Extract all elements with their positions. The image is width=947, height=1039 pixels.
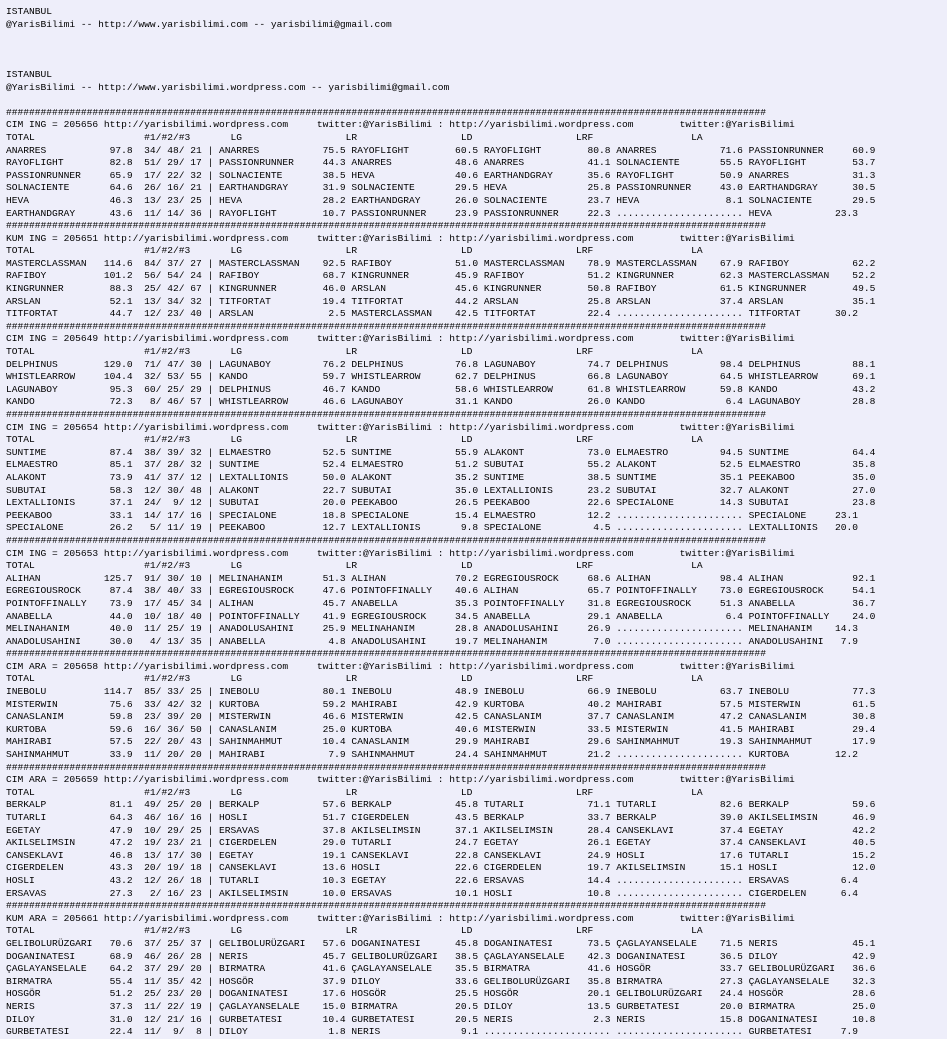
table-row: ANARRES 97.8 34/ 48/ 21 | ANARRES 75.5 RAYOFLIGHT 60.5 RAYOFLIGHT 80.8 ANARRES 71.6 PASSIONRUNNER 60.9 [6,144,876,156]
table-row: RAFIBOY 101.2 56/ 54/ 24 | RAFIBOY 68.7 KINGRUNNER 45.9 RAFIBOY 51.2 KINGRUNNER 62.3 MASTERCLASSMAN 52.2 [6,270,876,282]
table-row: INEBOLU 114.7 85/ 33/ 25 | INEBOLU 80.1 INEBOLU 48.9 INEBOLU 66.9 INEBOLU 63.7 INEBOLU 77.3 [6,686,876,698]
table-row: GURBETATESI 22.4 11/ 9/ 8 | DILOY 1.8 NERIS 9.1 ...................... ...................... GURBETATESI 7.9 [6,1026,859,1038]
table-row: PEEKABOO 33.1 14/ 17/ 16 | SPECIALONE 18.8 SPECIALONE 15.4 ELMAESTRO 12.2 ...................... SPECIALONE 23.1 [6,509,859,521]
blank-line [6,31,947,44]
table-row: ANABELLA 44.0 10/ 18/ 40 | POINTOFFINALLY 41.9 EGREGIOUSROCK 34.5 ANABELLA 29.1 ANABELLA 6.4 POINTOFFINALLY 24.0 [6,610,876,622]
table-row: LEXTALLIONIS 37.1 24/ 9/ 12 | SUBUTAI 20.0 PEEKABOO 26.5 PEEKABOO 22.6 SPECIALONE 14.3 SUBUTAI 23.8 [6,497,876,509]
table-row: BIRMATRA 55.4 11/ 35/ 42 | HOSGÖR 37.9 DILOY 33.6 GELIBOLURÜZGARI 35.8 BIRMATRA 27.3 ÇAGLAYANSELALE 32.3 [6,975,876,987]
race-header: CIM ARA = 205658 http://yarisbilimi.wordpress.com twitter:@YarisBilimi : http://yarisbilimi.wordpress.com twitter:@YarisBilimi [6,660,795,672]
table-row: SUNTIME 87.4 38/ 39/ 32 | ELMAESTRO 52.5 SUNTIME 55.9 ALAKONT 73.0 ELMAESTRO 94.5 SUNTIME 64.4 [6,446,876,458]
table-row: MELINAHANIM 40.0 11/ 25/ 19 | ANADOLUSAHINI 25.9 MELINAHANIM 28.8 ANADOLUSAHINI 26.9 ...................... MELINAHANIM 14.3 [6,623,859,635]
column-header-row: TOTAL #1/#2/#3 LG LR LD LRF LA [6,346,703,358]
section-divider: #################################################################################################################################### [6,534,766,546]
table-row: BERKALP 81.1 49/ 25/ 20 | BERKALP 57.6 BERKALP 45.8 TUTARLI 71.1 TUTARLI 82.6 BERKALP 59.6 [6,799,876,811]
column-header-row: TOTAL #1/#2/#3 LG LR LD LRF LA [6,131,703,143]
table-row: EARTHANDGRAY 43.6 11/ 14/ 36 | RAYOFLIGHT 10.7 PASSIONRUNNER 23.9 PASSIONRUNNER 22.3 ...................... HEVA 23.3 [6,207,859,219]
table-row: CANASLANIM 59.8 23/ 39/ 20 | MISTERWIN 46.6 MISTERWIN 42.5 CANASLANIM 37.7 CANASLANIM 47.2 CANASLANIM 30.8 [6,711,876,723]
city-title: ISTANBUL [6,6,53,17]
table-row: HEVA 46.3 13/ 23/ 25 | HEVA 28.2 EARTHANDGRAY 26.0 SOLNACIENTE 23.7 HEVA 8.1 SOLNACIENTE 29.5 [6,194,876,206]
table-row: DILOY 31.0 12/ 21/ 16 | GURBETATESI 10.4 GURBETATESI 20.5 NERIS 2.3 NERIS 15.8 DOGANINATESI 10.8 [6,1013,876,1025]
table-row: HOSGÖR 51.2 25/ 23/ 20 | DOGANINATESI 17.6 HOSGÖR 25.5 HOSGÖR 20.1 GELIBOLURÜZGARI 24.4 HOSGÖR 28.6 [6,988,876,1000]
blank-line [6,44,947,57]
table-row: ERSAVAS 27.3 2/ 16/ 23 | AKILSELIMSIN 10.0 ERSAVAS 10.1 HOSLI 10.8 ...................... CIGERDELEN 6.4 [6,887,859,899]
blank-line [6,56,947,69]
race-header: KUM ARA = 205661 http://yarisbilimi.wordpress.com twitter:@YarisBilimi : http://yarisbilimi.wordpress.com twitter:@YarisBilimi [6,912,795,924]
table-row: PASSIONRUNNER 65.9 17/ 22/ 32 | SOLNACIENTE 38.5 HEVA 40.6 EARTHANDGRAY 35.6 RAYOFLIGHT 50.9 ANARRES 31.3 [6,169,876,181]
section-divider: #################################################################################################################################### [6,106,766,118]
table-row: MASTERCLASSMAN 114.6 84/ 37/ 27 | MASTERCLASSMAN 92.5 RAFIBOY 51.0 MASTERCLASSMAN 78.9 MASTERCLASSMAN 67.9 RAFIBOY 62.2 [6,257,876,269]
table-row: TITFORTAT 44.7 12/ 23/ 40 | ARSLAN 2.5 MASTERCLASSMAN 42.5 TITFORTAT 22.4 ...................... TITFORTAT 30.2 [6,308,859,320]
table-row: KANDO 72.3 8/ 46/ 57 | WHISTLEARROW 46.6 LAGUNABOY 31.1 KANDO 26.0 KANDO 6.4 LAGUNABOY 28.8 [6,396,876,408]
column-header-row: TOTAL #1/#2/#3 LG LR LD LRF LA [6,434,703,446]
table-row: NERIS 37.3 11/ 22/ 19 | ÇAGLAYANSELALE 15.0 BIRMATRA 20.5 DILOY 13.5 GURBETATESI 20.0 BIRMATRA 25.0 [6,1000,876,1012]
contact-line: @YarisBilimi -- http://www.yarisbilimi.wordpress.com -- yarisbilimi@gmail.com [6,81,450,93]
table-row: ANADOLUSAHINI 30.0 4/ 13/ 35 | ANABELLA 4.8 ANADOLUSAHINI 19.7 MELINAHANIM 7.0 ...................... ANADOLUSAHINI 7.9 [6,635,859,647]
table-row: SOLNACIENTE 64.6 26/ 16/ 21 | EARTHANDGRAY 31.9 SOLNACIENTE 29.5 HEVA 25.8 PASSIONRUNNER 43.0 EARTHANDGRAY 30.5 [6,182,876,194]
race-header: CIM ING = 205653 http://yarisbilimi.wordpress.com twitter:@YarisBilimi : http://yarisbilimi.wordpress.com twitter:@YarisBilimi [6,547,795,559]
section-divider: #################################################################################################################################### [6,220,766,232]
column-header-row: TOTAL #1/#2/#3 LG LR LD LRF LA [6,786,703,798]
column-header-row: TOTAL #1/#2/#3 LG LR LD LRF LA [6,673,703,685]
table-row: SPECIALONE 26.2 5/ 11/ 19 | PEEKABOO 12.7 LEXTALLIONIS 9.8 SPECIALONE 4.5 ...................... LEXTALLIONIS 20.0 [6,522,859,534]
table-row: DELPHINUS 129.0 71/ 47/ 30 | LAGUNABOY 76.2 DELPHINUS 76.8 LAGUNABOY 74.7 DELPHINUS 98.4 DELPHINUS 88.1 [6,358,876,370]
column-header-row: TOTAL #1/#2/#3 LG LR LD LRF LA [6,560,703,572]
table-row: DOGANINATESI 68.9 46/ 26/ 28 | NERIS 45.7 GELIBOLURÜZGARI 38.5 ÇAGLAYANSELALE 42.3 DOGANINATESI 36.5 DILOY 42.9 [6,950,876,962]
table-row: KINGRUNNER 88.3 25/ 42/ 67 | KINGRUNNER 46.0 ARSLAN 45.6 KINGRUNNER 50.8 RAFIBOY 61.5 KINGRUNNER 49.5 [6,283,876,295]
table-row: RAYOFLIGHT 82.8 51/ 29/ 17 | PASSIONRUNNER 44.3 ANARRES 48.6 ANARRES 41.1 SOLNACIENTE 55.5 RAYOFLIGHT 53.7 [6,157,876,169]
table-row: MAHIRABI 57.5 22/ 20/ 43 | SAHINMAHMUT 10.4 CANASLANIM 29.9 MAHIRABI 29.6 SAHINMAHMUT 19.3 SAHINMAHMUT 17.9 [6,736,876,748]
table-row: ELMAESTRO 85.1 37/ 28/ 32 | SUNTIME 52.4 ELMAESTRO 51.2 SUBUTAI 55.2 ALAKONT 52.5 ELMAESTRO 35.8 [6,459,876,471]
table-row: SAHINMAHMUT 33.9 11/ 20/ 20 | MAHIRABI 7.9 SAHINMAHMUT 24.4 SAHINMAHMUT 21.2 ...................... KURTOBA 12.2 [6,749,859,761]
table-row: HOSLI 43.2 12/ 26/ 18 | TUTARLI 10.3 EGETAY 22.6 ERSAVAS 14.4 ...................... ERSAVAS 6.4 [6,874,859,886]
race-header: CIM ARA = 205659 http://yarisbilimi.wordpress.com twitter:@YarisBilimi : http://yarisbilimi.wordpress.com twitter:@YarisBilimi [6,774,795,786]
table-row: WHISTLEARROW 104.4 32/ 53/ 55 | KANDO 59.7 WHISTLEARROW 62.7 DELPHINUS 66.8 LAGUNABOY 64.5 WHISTLEARROW 69.1 [6,371,876,383]
table-row: CIGERDELEN 43.3 20/ 19/ 18 | CANSEKLAVI 13.6 HOSLI 22.6 CIGERDELEN 19.7 AKILSELIMSIN 15.1 HOSLI 12.0 [6,862,876,874]
table-row: ARSLAN 52.1 13/ 34/ 32 | TITFORTAT 19.4 TITFORTAT 44.2 ARSLAN 25.8 ARSLAN 37.4 ARSLAN 35.1 [6,295,876,307]
table-row: POINTOFFINALLY 73.9 17/ 45/ 34 | ALIHAN 45.7 ANABELLA 35.3 POINTOFFINALLY 31.8 EGREGIOUSROCK 51.3 ANABELLA 36.7 [6,597,876,609]
table-row: ÇAGLAYANSELALE 64.2 37/ 29/ 20 | BIRMATRA 41.6 ÇAGLAYANSELALE 35.5 BIRMATRA 41.6 HOSGÖR 33.7 GELIBOLURÜZGARI 36.6 [6,963,876,975]
table-row: KURTOBA 59.6 16/ 36/ 50 | CANASLANIM 25.0 KURTOBA 40.6 MISTERWIN 33.5 MISTERWIN 41.5 MAHIRABI 29.4 [6,723,876,735]
table-row: EGETAY 47.9 10/ 29/ 25 | ERSAVAS 37.8 AKILSELIMSIN 37.1 AKILSELIMSIN 28.4 CANSEKLAVI 37.4 EGETAY 42.2 [6,824,876,836]
section-divider: #################################################################################################################################### [6,320,766,332]
table-row: TUTARLI 64.3 46/ 16/ 16 | HOSLI 51.7 CIGERDELEN 43.5 BERKALP 33.7 BERKALP 39.0 AKILSELIMSIN 46.9 [6,812,876,823]
table-row: ALAKONT 73.9 41/ 37/ 12 | LEXTALLIONIS 50.0 ALAKONT 35.2 SUNTIME 38.5 SUNTIME 35.1 PEEKABOO 35.0 [6,471,876,483]
race-header: KUM ING = 205651 http://yarisbilimi.wordpress.com twitter:@YarisBilimi : http://yarisbilimi.wordpress.com twitter:@YarisBilimi [6,232,795,244]
table-row: MISTERWIN 75.6 33/ 42/ 32 | KURTOBA 59.2 MAHIRABI 42.9 KURTOBA 40.2 MAHIRABI 57.5 MISTERWIN 61.5 [6,698,876,710]
race-header: CIM ING = 205649 http://yarisbilimi.wordpress.com twitter:@YarisBilimi : http://yarisbilimi.wordpress.com twitter:@YarisBilimi [6,333,795,345]
section-divider: #################################################################################################################################### [6,409,766,420]
table-row: EGREGIOUSROCK 87.4 38/ 40/ 33 | EGREGIOUSROCK 47.6 POINTOFFINALLY 40.6 ALIHAN 65.7 POINTOFFINALLY 73.0 EGREGIOUSROCK 54.1 [6,585,876,597]
table-row: CANSEKLAVI 46.8 13/ 17/ 30 | EGETAY 19.1 CANSEKLAVI 22.8 CANSEKLAVI 24.9 HOSLI 17.6 TUTARLI 15.2 [6,849,876,861]
race-header: CIM ING = 205656 http://yarisbilimi.wordpress.com twitter:@YarisBilimi : http://yarisbilimi.wordpress.com twitter:@YarisBilimi [6,119,795,131]
blank-line [6,94,947,107]
section-divider: #################################################################################################################################### [6,900,766,912]
section-divider: #################################################################################################################################### [6,648,766,660]
column-header-row: TOTAL #1/#2/#3 LG LR LD LRF LA [6,245,703,257]
race-header: CIM ING = 205654 http://yarisbilimi.wordpress.com twitter:@YarisBilimi : http://yarisbilimi.wordpress.com twitter:@YarisBilimi [6,421,795,433]
table-row: GELIBOLURÜZGARI 70.6 37/ 25/ 37 | GELIBOLURÜZGARI 57.6 DOGANINATESI 45.8 DOGANINATESI 73.5 ÇAGLAYANSELALE 71.5 NERIS 45.1 [6,937,876,949]
table-row: LAGUNABOY 95.3 60/ 25/ 29 | DELPHINUS 46.7 KANDO 58.6 WHISTLEARROW 61.8 WHISTLEARROW 59.8 KANDO 43.2 [6,383,876,395]
table-row: AKILSELIMSIN 47.2 19/ 23/ 21 | CIGERDELEN 29.0 TUTARLI 24.7 EGETAY 26.1 EGETAY 37.4 CANSEKLAVI 40.5 [6,837,876,849]
table-row: SUBUTAI 58.3 12/ 30/ 48 | ALAKONT 22.7 SUBUTAI 35.0 LEXTALLIONIS 23.2 SUBUTAI 32.7 ALAKONT 27.0 [6,484,876,496]
column-header-row: TOTAL #1/#2/#3 LG LR LD LRF LA [6,925,703,937]
city-title: ISTANBUL [6,68,53,80]
section-divider: #################################################################################################################################### [6,761,766,773]
table-row: ALIHAN 125.7 91/ 30/ 10 | MELINAHANIM 51.3 ALIHAN 70.2 EGREGIOUSROCK 68.6 ALIHAN 98.4 ALIHAN 92.1 [6,572,876,584]
contact-line: @YarisBilimi -- http://www.yarisbilimi.com -- yarisbilimi@gmail.com [6,18,392,30]
